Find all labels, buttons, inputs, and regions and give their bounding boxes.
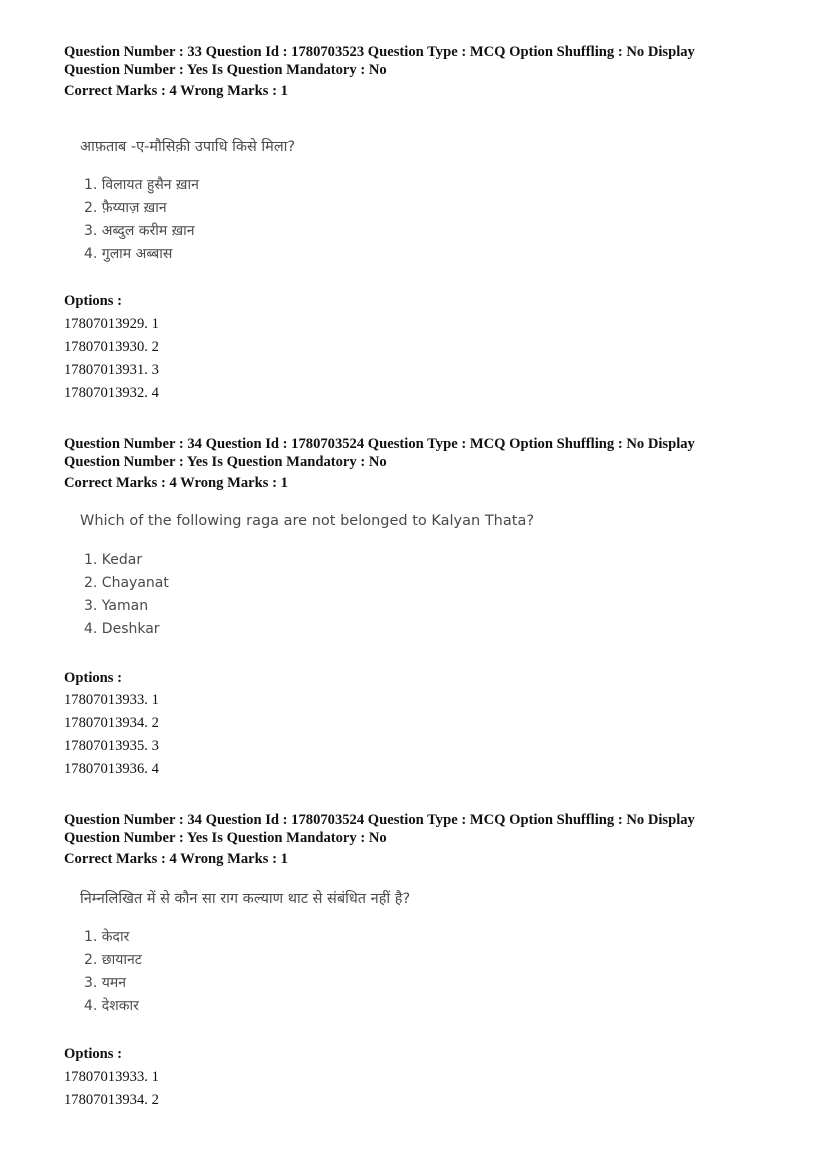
question-marks-line: Correct Marks : 4 Wrong Marks : 1: [64, 83, 288, 99]
question-marks-line: Correct Marks : 4 Wrong Marks : 1: [64, 475, 288, 491]
option-id-line: 17807013934. 2: [64, 1092, 159, 1108]
question-header-line2: Question Number : Yes Is Question Mandatory : No: [64, 454, 387, 470]
options-label: Options :: [64, 1046, 122, 1062]
question-choice: 3. अब्दुल करीम ख़ान: [84, 223, 195, 239]
question-choice: 4. गुलाम अब्बास: [84, 246, 173, 262]
option-id-line: 17807013929. 1: [64, 316, 159, 332]
question-choice: 1. केदार: [84, 929, 130, 945]
question-choice: 4. Deshkar: [84, 621, 160, 637]
question-choice: 2. छायानट: [84, 952, 142, 968]
option-id-line: 17807013936. 4: [64, 761, 159, 777]
question-text: आफ़ताब -ए-मौसिक़ी उपाधि किसे मिला?: [80, 139, 296, 155]
options-label: Options :: [64, 670, 122, 686]
question-header-line1: Question Number : 33 Question Id : 1780703523 Question Type : MCQ Option Shuffling : No Display: [64, 44, 695, 60]
question-choice: 1. विलायत हुसैन ख़ान: [84, 177, 199, 193]
question-text: Which of the following raga are not belonged to Kalyan Thata?: [80, 513, 535, 529]
question-choice: 1. Kedar: [84, 552, 143, 568]
question-header-line2: Question Number : Yes Is Question Mandatory : No: [64, 830, 387, 846]
question-choice: 2. फ़ैय्याज़ ख़ान: [84, 200, 167, 216]
options-label: Options :: [64, 293, 122, 309]
question-choice: 4. देशकार: [84, 998, 139, 1014]
option-id-line: 17807013934. 2: [64, 715, 159, 731]
option-id-line: 17807013930. 2: [64, 339, 159, 355]
option-id-line: 17807013931. 3: [64, 362, 159, 378]
question-marks-line: Correct Marks : 4 Wrong Marks : 1: [64, 851, 288, 867]
question-choice: 3. Yaman: [84, 598, 149, 614]
question-choice: 3. यमन: [84, 975, 127, 991]
question-choice: 2. Chayanat: [84, 575, 169, 591]
option-id-line: 17807013932. 4: [64, 385, 159, 401]
option-id-line: 17807013935. 3: [64, 738, 159, 754]
question-header-line1: Question Number : 34 Question Id : 1780703524 Question Type : MCQ Option Shuffling : No Display: [64, 436, 695, 452]
option-id-line: 17807013933. 1: [64, 692, 159, 708]
question-text: निम्नलिखित में से कौन सा राग कल्याण थाट से संबंधित नहीं है?: [80, 891, 411, 907]
option-id-line: 17807013933. 1: [64, 1069, 159, 1085]
question-header-line1: Question Number : 34 Question Id : 1780703524 Question Type : MCQ Option Shuffling : No Display: [64, 812, 695, 828]
question-header-line2: Question Number : Yes Is Question Mandatory : No: [64, 62, 387, 78]
